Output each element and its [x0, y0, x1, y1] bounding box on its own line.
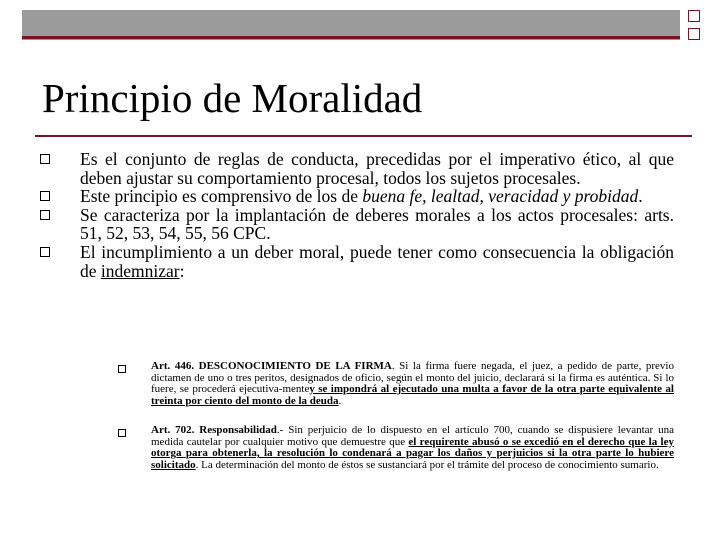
corner-square-icon	[688, 28, 700, 40]
bullet-text: Es el conjunto de reglas de conducta, precedidas por el imperativo ético, al que deben ajustar su comportamiento procesal, todos los sujetos procesales.	[80, 149, 674, 188]
underlined-text: y se impondrá al ejecutado una multa a favor de la otra parte equivalente al treinta por ciento del monto de la deuda	[151, 383, 674, 407]
italic-text: buena fe, lealtad, veracidad y probidad	[362, 186, 639, 207]
title-rule	[35, 135, 692, 137]
bullet-list	[40, 150, 674, 280]
article-heading: Art. 446. DESCONOCIMIENTO DE LA FIRMA	[151, 360, 392, 372]
bullet-item	[40, 187, 674, 206]
square-bullet-icon	[40, 247, 50, 257]
bullet-item	[40, 150, 674, 187]
law-quote-item	[118, 361, 674, 407]
header-rule	[22, 36, 680, 39]
law-quote-item	[118, 425, 674, 471]
square-bullet-icon	[40, 210, 50, 220]
square-bullet-icon	[118, 365, 126, 373]
square-bullet-icon	[40, 154, 50, 164]
underlined-text: indemnizar	[100, 260, 180, 281]
bullet-text: El incumplimiento a un deber moral, puede tener como consecuencia la obligación de indemnizar:	[80, 241, 674, 281]
underlined-text: el requirente abusó o se excedió en el derecho que la ley otorga para obtenerla, la resolución lo condenará a pagar los daños y perjuicios si la otra parte lo hubiere solicitado	[151, 435, 674, 471]
slide-title: Principio de Moralidad	[42, 75, 423, 121]
law-quote-text: Art. 702. Responsabilidad.- Sin perjuicio de lo dispuesto en el artículo 700, cuando se dispusiere levantar una medida cautelar por cualquier motivo que demuestre que el requirente abusó o se excedió en el derecho que la ley otorga para obtenerla, la resolución lo condenará a pagar los daños y perjuicios si la otra parte lo hubiere solicitado. La determinación del monto de éstos se sustanciará por el trámite del proceso de conocimiento sumario.	[151, 424, 674, 471]
bullet-text: Se caracteriza por la implantación de deberes morales a los actos procesales: arts. 51, 52, 53, 54, 55, 56 CPC.	[80, 204, 674, 244]
bullet-item	[40, 243, 674, 280]
bullet-item	[40, 206, 674, 243]
law-quote-text: Art. 446. DESCONOCIMIENTO DE LA FIRMA. Si la firma fuere negada, el juez, a pedido de parte, previo dictamen de uno o tres peritos, designados de oficio, según el monto del juicio, declarará si la firma es auténtica. Si lo fuere, se procederá ejecutiva-mentey se impondrá al ejecutado una multa a favor de la otra parte equivalente al treinta por ciento del monto de la deuda.	[151, 360, 674, 407]
square-bullet-icon	[40, 191, 50, 201]
article-heading: Art. 702. Responsabilidad	[151, 424, 277, 436]
corner-square-icon	[688, 10, 700, 22]
square-bullet-icon	[118, 429, 126, 437]
bullet-text: Este principio es comprensivo de los de buena fe, lealtad, veracidad y probidad.	[80, 186, 643, 207]
